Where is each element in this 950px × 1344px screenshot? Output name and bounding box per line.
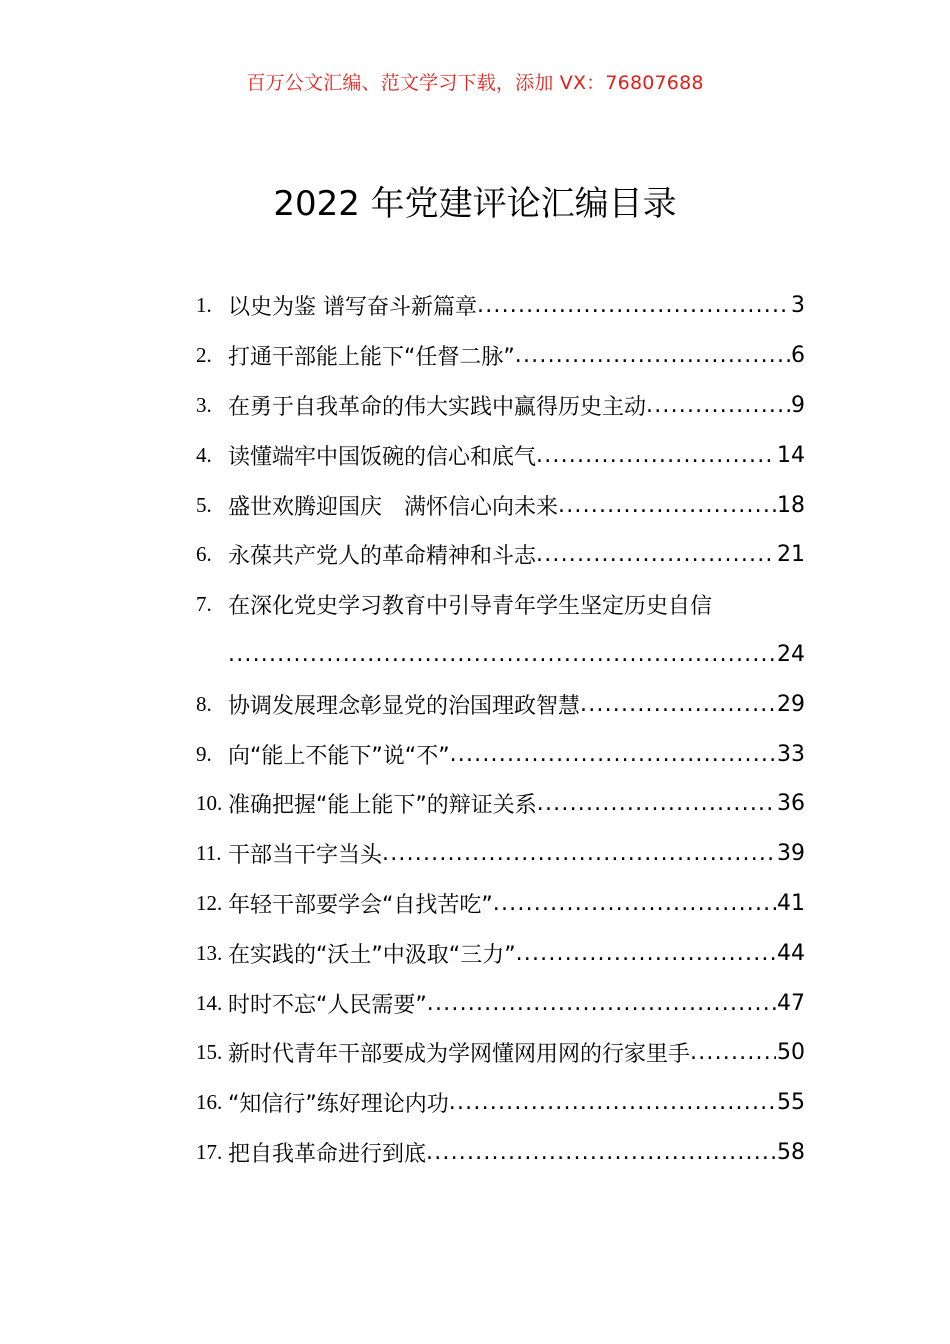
toc-entry-number: 13. bbox=[196, 940, 223, 965]
toc-dot-leader bbox=[515, 343, 790, 368]
toc-entry-8[interactable] bbox=[196, 679, 805, 729]
toc-entry-3[interactable] bbox=[196, 381, 805, 431]
toc-entry-title: 盛世欢腾迎国庆 满怀信心向未来 bbox=[228, 494, 559, 520]
toc-entry-title: 把自我革命进行到底 bbox=[228, 1141, 427, 1167]
toc-entry-14[interactable] bbox=[196, 978, 805, 1028]
toc-entry-number: 16. bbox=[196, 1090, 223, 1115]
toc-entry-page: 33 bbox=[777, 741, 805, 767]
toc-dot-leader bbox=[690, 1040, 776, 1065]
toc-entry-title: 永葆共产党人的革命精神和斗志 bbox=[228, 544, 537, 570]
toc-entry-title: 新时代青年干部要成为学网懂网用网的行家里手 bbox=[228, 1042, 691, 1068]
toc-entry-1[interactable] bbox=[196, 281, 805, 331]
toc-entry-4[interactable] bbox=[196, 430, 805, 480]
toc-dot-leader bbox=[228, 642, 776, 667]
toc-entry-page: 39 bbox=[777, 841, 805, 867]
toc-dot-leader bbox=[493, 891, 776, 916]
toc-entry-title: 打通干部能上能下“任督二脉” bbox=[228, 345, 515, 371]
toc-dot-leader bbox=[477, 293, 790, 318]
toc-entry-15[interactable] bbox=[196, 1028, 805, 1078]
toc-entry-17[interactable] bbox=[196, 1128, 805, 1178]
toc-entry-13[interactable] bbox=[196, 928, 805, 978]
toc-entry-page: 44 bbox=[777, 940, 805, 966]
toc-entry-page: 3 bbox=[791, 293, 805, 319]
toc-entry-11[interactable] bbox=[196, 829, 805, 879]
toc-entry-number: 15. bbox=[196, 1040, 223, 1065]
toc-entry-page: 55 bbox=[777, 1090, 805, 1116]
toc-entry-page: 14 bbox=[777, 442, 805, 468]
toc-entry-page: 50 bbox=[777, 1040, 805, 1066]
toc-entry-number: 4. bbox=[196, 442, 212, 467]
toc-entry-page: 24 bbox=[777, 641, 805, 667]
toc-entry-title: 准确把握“能上能下”的辩证关系 bbox=[228, 793, 537, 819]
toc-entry-number: 9. bbox=[196, 741, 212, 766]
toc-entry-title: 协调发展理念彰显党的治国理政智慧 bbox=[228, 693, 581, 719]
toc-entry-number: 1. bbox=[196, 293, 212, 318]
toc-entry-page: 29 bbox=[777, 691, 805, 717]
toc-entry-title: 在勇于自我革命的伟大实践中赢得历史主动 bbox=[228, 394, 647, 420]
toc-entry-number: 17. bbox=[196, 1139, 223, 1164]
toc-entry-16[interactable] bbox=[196, 1078, 805, 1128]
toc-entry-number: 14. bbox=[196, 990, 223, 1015]
toc-entry-page: 9 bbox=[791, 392, 805, 418]
toc-entry-5[interactable] bbox=[196, 480, 805, 530]
header-watermark-note: 百万公文汇编、范文学习下载，添加 VX：76807688 bbox=[246, 72, 704, 94]
toc-entry-page: 47 bbox=[777, 990, 805, 1016]
toc-entry-page: 21 bbox=[777, 542, 805, 568]
toc-dot-leader bbox=[580, 692, 776, 717]
toc-dot-leader bbox=[450, 742, 776, 767]
toc-entry-7[interactable] bbox=[196, 580, 805, 680]
toc-dot-leader bbox=[558, 493, 776, 518]
toc-dot-leader bbox=[382, 841, 776, 866]
toc-entry-12[interactable] bbox=[196, 879, 805, 929]
toc-dot-leader bbox=[536, 443, 776, 468]
toc-entry-title: 时时不忘“人民需要” bbox=[228, 992, 427, 1018]
toc-entry-9[interactable] bbox=[196, 729, 805, 779]
toc-entry-title: “知信行”练好理论内功 bbox=[228, 1092, 449, 1118]
toc-entry-number: 11. bbox=[196, 841, 222, 866]
toc-entry-title: 在深化党史学习教育中引导青年学生坚定历史自信 bbox=[228, 594, 713, 620]
toc-entry-page: 36 bbox=[777, 791, 805, 817]
toc-entry-number: 7. bbox=[196, 592, 212, 617]
toc-entry-10[interactable] bbox=[196, 779, 805, 829]
toc-dot-leader bbox=[426, 1140, 776, 1165]
toc-dot-leader bbox=[536, 542, 776, 567]
toc-dot-leader bbox=[449, 1090, 776, 1115]
toc-dot-leader bbox=[427, 991, 776, 1016]
toc-entry-number: 2. bbox=[196, 343, 212, 368]
toc-entry-title: 年轻干部要学会“自找苦吃” bbox=[228, 892, 493, 918]
toc-entry-number: 10. bbox=[196, 791, 223, 816]
toc-entry-title: 以史为鉴 谱写奋斗新篇章 bbox=[228, 295, 477, 321]
toc-entry-title: 读懂端牢中国饭碗的信心和底气 bbox=[228, 444, 537, 470]
toc-entry-title: 干部当干字当头 bbox=[228, 843, 383, 869]
toc-dot-leader bbox=[646, 393, 790, 418]
toc-entry-title: 向“能上不能下”说“不” bbox=[228, 743, 450, 769]
toc-entry-number: 3. bbox=[196, 392, 212, 417]
toc-entry-number: 6. bbox=[196, 542, 212, 567]
toc-entry-page: 18 bbox=[777, 492, 805, 518]
toc-entry-page: 41 bbox=[777, 890, 805, 916]
toc-entry-page: 6 bbox=[791, 343, 805, 369]
toc-dot-leader bbox=[516, 941, 776, 966]
toc-dot-leader bbox=[537, 791, 776, 816]
toc-entry-number: 8. bbox=[196, 691, 212, 716]
toc-entry-2[interactable] bbox=[196, 331, 805, 381]
document-title: 2022 年党建评论汇编目录 bbox=[273, 184, 677, 224]
table-of-contents bbox=[196, 281, 805, 1177]
toc-entry-title: 在实践的“沃土”中汲取“三力” bbox=[228, 942, 516, 968]
toc-entry-number: 5. bbox=[196, 492, 212, 517]
toc-entry-6[interactable] bbox=[196, 530, 805, 580]
toc-entry-number: 12. bbox=[196, 890, 223, 915]
toc-entry-page: 58 bbox=[777, 1139, 805, 1165]
